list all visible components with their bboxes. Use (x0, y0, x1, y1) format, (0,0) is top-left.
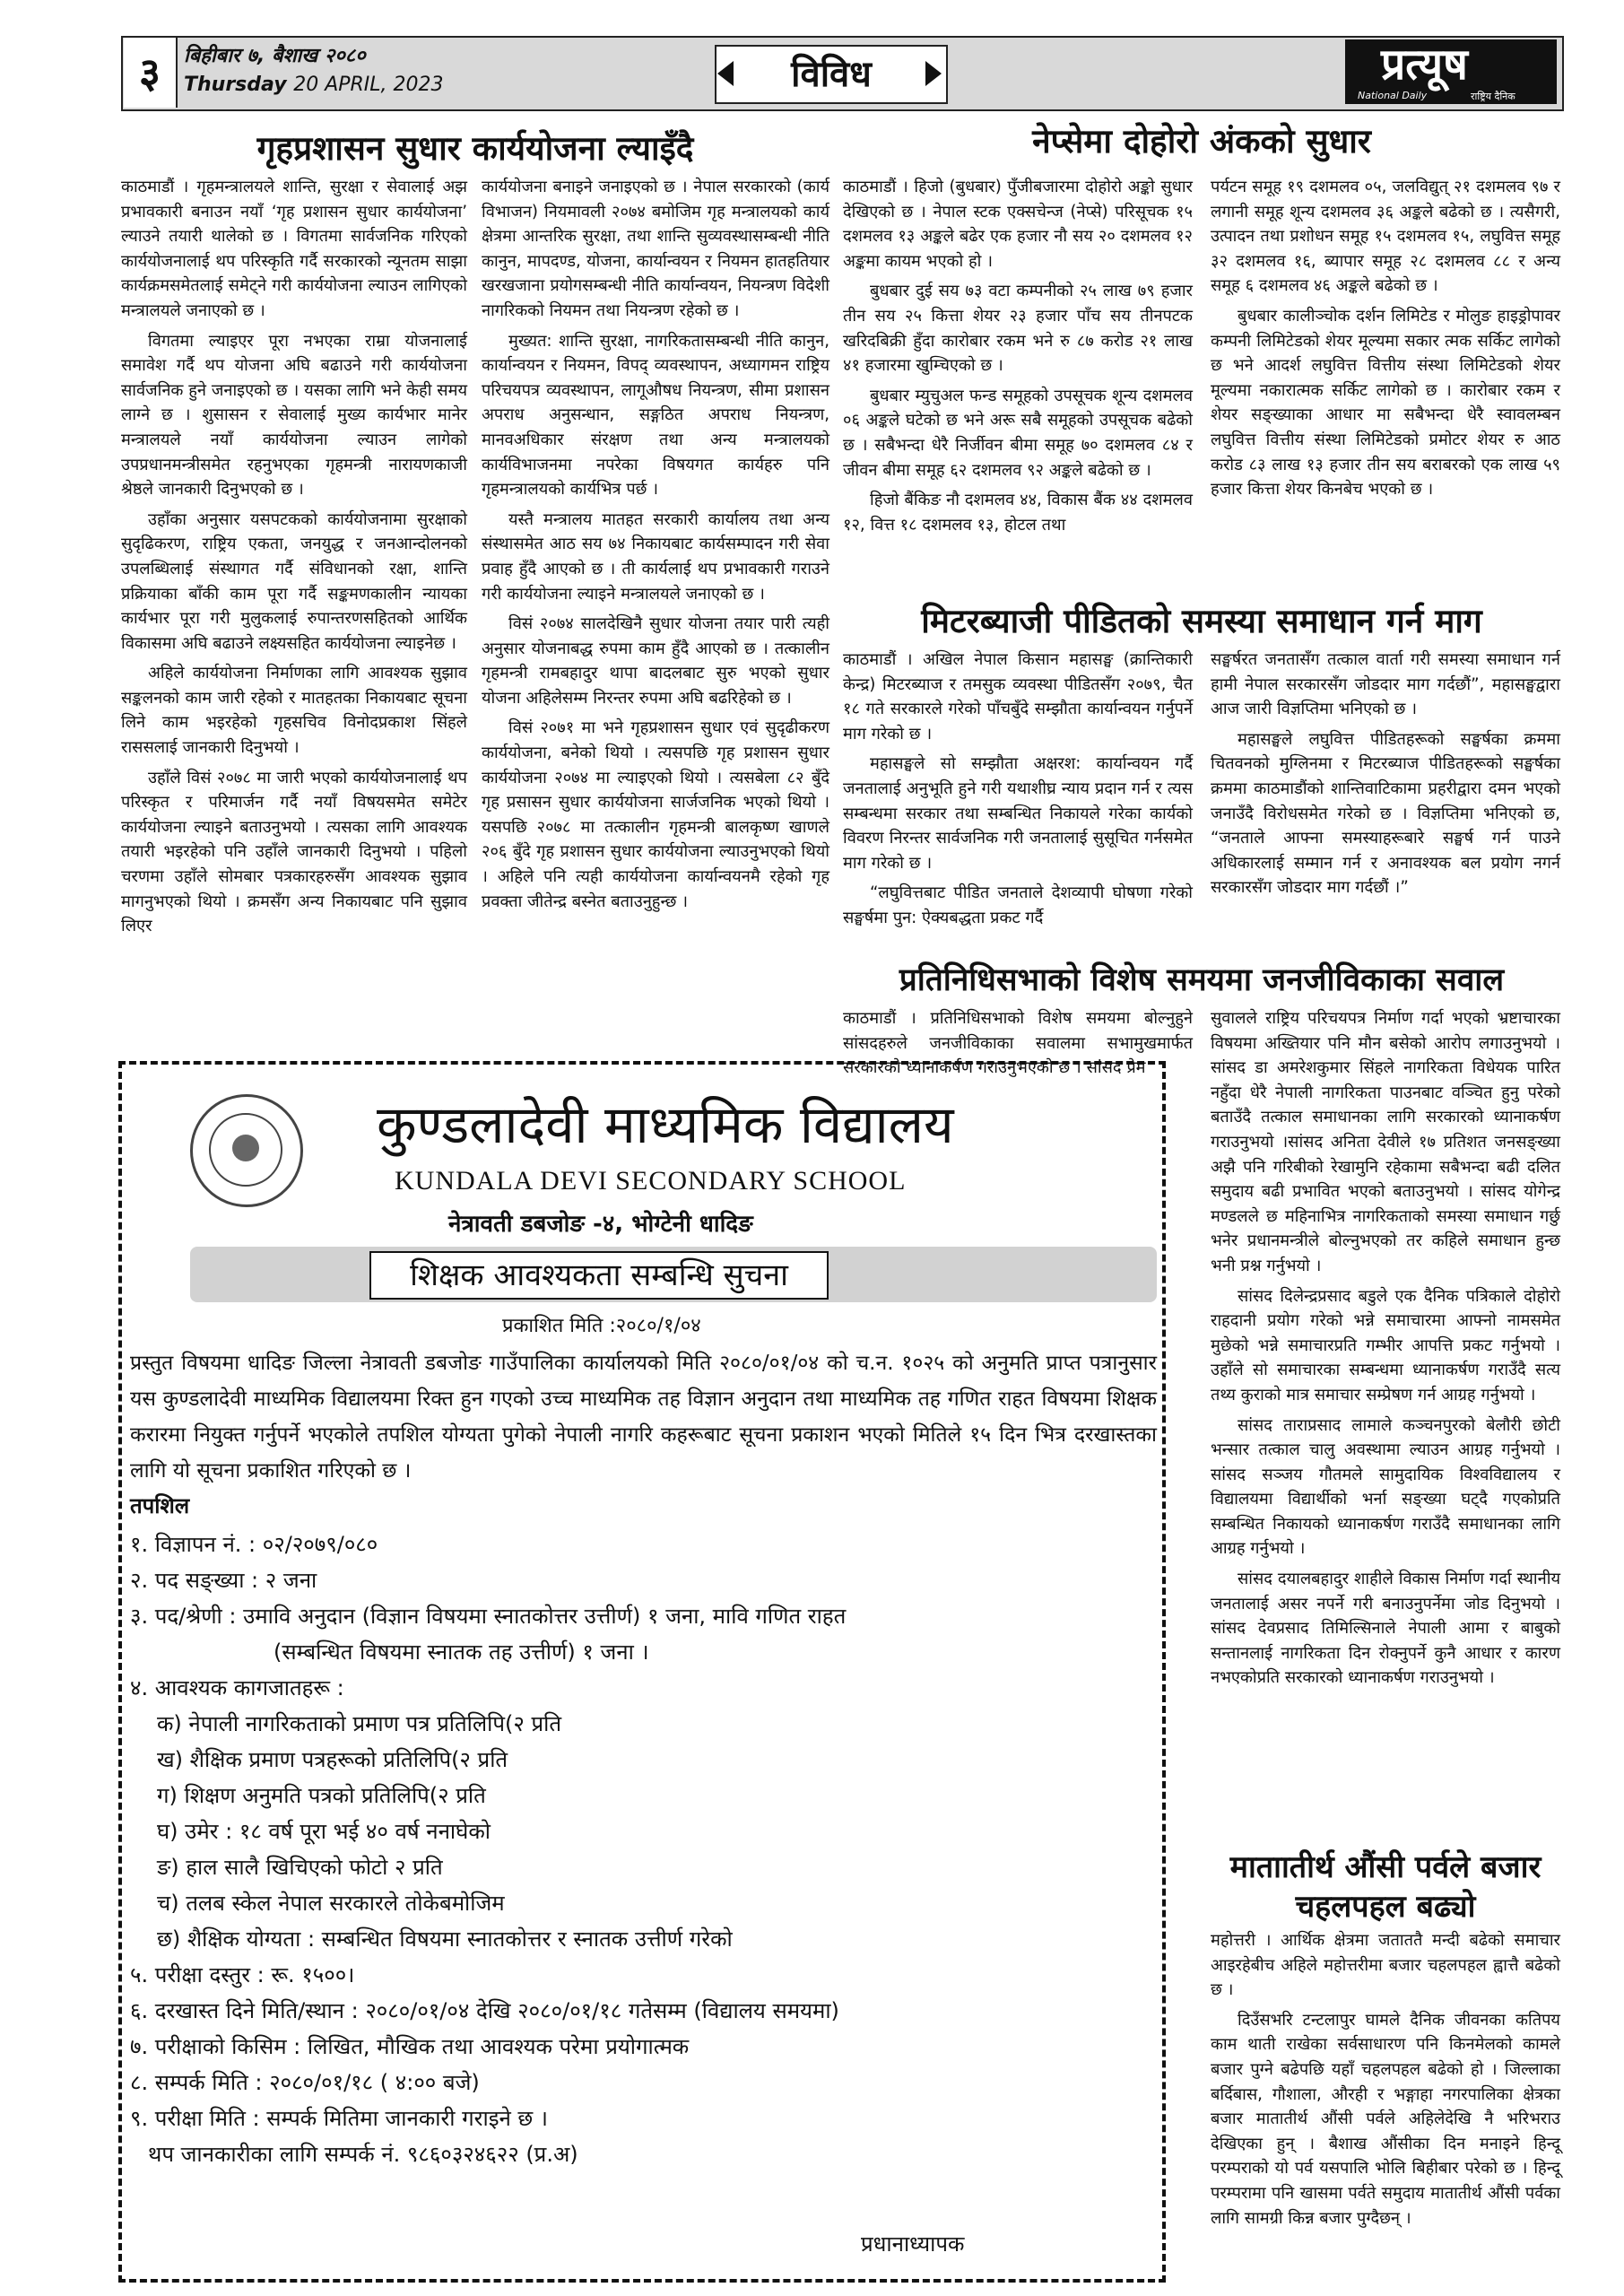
notice-item: २. पद सङ्ख्या : २ जना (130, 1568, 317, 1593)
notice-item: (सम्बन्धित विषयमा स्नातक तह उत्तीर्ण) १ जना । (274, 1639, 649, 1665)
school-name-english: KUNDALA DEVI SECONDARY SCHOOL (395, 1166, 907, 1196)
date-english: Thursday 20 APRIL, 2023 (184, 74, 444, 96)
notice-intro: प्रस्तुत विषयमा धादिङ जिल्ला नेत्रावती डबजोङ गाउँपालिका कार्यालयको मिति २०८०/०१/०४ को च.न. १०२५ को अनुमति प्राप्त पत्रानुसार यस कुण्डलादेवी माध्यमिक विद्यालयमा रिक्त हुन गएको उच्च माध्यमिक तह विज्ञान अनुदान तथा माध्यमिक तह गणित राहत विषयमा शिक्षक करारमा नियुक्त गर्नुपर्ने भएकोले तपशिल योग्यता पुगेको नेपाली नागरि कहरूबाट सूचना प्रकाशन भएको मितिले १५ दिन भित्र दरखास्तका लागि यो सूचना प्रकाशित गरिएको छ । (130, 1352, 1157, 1483)
notice-item: थप जानकारीका लागि सम्पर्क नं. ९८६०३२४६२२ (प्र.अ) (148, 2142, 578, 2167)
notice-item: ५. परीक्षा दस्तुर : रू. १५००। (130, 1962, 355, 1987)
notice-item: च) तलब स्केल नेपाल सरकारले तोकेबमोजिम (157, 1891, 505, 1916)
article4-headline: प्रतिनिधिसभाको विशेष समयमा जनजीविकाका सवाल (899, 962, 1505, 998)
article5-body: महोत्तरी । आर्थिक क्षेत्रमा जताततै मन्दी बढेको समाचार आइरहेबीच अहिले महोत्तरीमा बजार चहलपहल ह्वात्तै बढेको छ । दिउँसभरि टन्टलापुर घामले दैनिक जीवनका कतिपय काम थाती राखेका सर्वसाधारण पनि किनमेलको कामले बजार पुग्ने बढेपछि यहाँ चहलपहल बढेको हो । जिल्लाका बर्दिबास, गौशाला, औरही र भङ्गाहा नगरपालिका क्षेत्रका बजार मातातीर्थ औंसी पर्वले अहिलेदेखि नै भरिभराउ देखिएका हुन् । बैशाख औंसीका दिन मनाइने हिन्दू परम्पराको यो पर्व यसपालि भोलि बिहीबार परेको छ । हिन्दू परम्परामा पनि खासमा पर्वते समुदाय मातातीर्थ औंसी पर्वका लागि सामग्री किन्न बजार पुग्दैछन् । (1211, 1931, 1560, 2228)
notice-item: ग) शिक्षण अनुमति पत्रको प्रतिलिपि(२ प्रति (157, 1783, 486, 1808)
notice-items (130, 1526, 1152, 2172)
published-date: प्रकाशित मिति :२०८०/१/०४ (502, 1315, 701, 1337)
notice-title: शिक्षक आवश्यकता सम्बन्धि सुचना (369, 1251, 829, 1300)
article2-col1: काठमाडौं । हिजो (बुधबार) पुँजीबजारमा दोहोरो अङ्को सुधार देखिएको छ । नेपाल स्टक एक्सचेन्ज (नेप्से) परिसूचक १५ दशमलव १३ अङ्कले बढेर एक हजार नौ सय २० दशमलव १२ अङ्कमा कायम भएको हो । बुधबार दुई सय ७३ वटा कम्पनीको २५ लाख ७९ हजार तीन सय २५ कित्ता शेयर २३ हजार पाँच सय तीनपटक खरिदबिक्री हुँदा कारोबार रकम भने रु ८७ करोड २१ लाख ४१ हजारमा खुम्चिएको छ । बुधबार म्युचुअल फन्ड समूहको उपसूचक शून्य दशमलव ०६ अङ्कले घटेको छ भने अरू सबै समूहको उपसूचक बढेको छ । सबैभन्दा धेरै निर्जीवन बीमा समूह ७० दशमलव ८४ र जीवन बीमा समूह ६२ दशमलव ९२ अङ्कले बढेको छ । हिजो बैंकिङ नौ दशमलव ४४, विकास बैंक ४४ दशमलव १२, वित्त १८ दशमलव १३, होटल तथा (843, 178, 1193, 535)
date-nepali: बिहीबार ७, बैशाख २०८० (184, 45, 366, 67)
article2-col2: पर्यटन समूह १९ दशमलव ०५, जलविद्युत् २१ दशमलव ९७ र लगानी समूह शून्य दशमलव ३६ अङ्कले बढेको छ । त्यसैगरी, उत्पादन तथा प्रशोधन समूह १५ दशमलव १५, लघुवित्त समूह ३२ दशमलव १६, ब्यापार समूह २८ दशमलव ८८ र अन्य समूह ६ दशमलव ४६ अङ्कले बढेको छ । बुधबार कालीञ्चोक दर्शन लिमिटेड र मोलुङ हाइड्रोपावर कम्पनी लिमिटेडको शेयर मूल्यमा सकार त्मक सर्किट लागेको छ भने आदर्श लघुवित्त वित्तीय संस्था लिमिटेडको शेयर मूल्यमा नकारात्मक सर्किट लागेको छ । कारोबार रकम र शेयर सङ्ख्याका आधार मा सबैभन्दा धेरै स्वावलम्बन लघुवित्त वित्तीय संस्था लिमिटेडको प्रमोटर शेयर रु आठ करोड ८३ लाख १३ हजार तीन सय बराबरको एक लाख ५९ हजार कित्ता शेयर किनबेच भएको छ । (1211, 178, 1560, 500)
article1-col2: कार्ययोजना बनाइने जनाइएको छ । नेपाल सरकारको (कार्य विभाजन) नियमावली २०७४ बमोजिम गृह मन्त्रालयको कार्य क्षेत्रमा आन्तरिक सुरक्षा, तथा शान्ति सुव्यवस्थासम्बन्धी नीति कानुन, मापदण्ड, योजना, कार्यान्वयन र नियमन हातहतियार खरखजाना प्रयोगसम्बन्धी नीति कार्यान्वयन, नियन्त्रण विदेशी नागरिकको नियमन तथा नियन्त्रण रहेको छ । मुख्यत: शान्ति सुरक्षा, नागरिकतासम्बन्धी नीति कानुन, कार्यान्वयन र नियमन, विपद् व्यवस्थापन, अध्यागमन राष्ट्रिय परिचयपत्र व्यवस्थापन, लागूऔषध नियन्त्रण, सीमा प्रशासन अपराध अनुसन्धान, सङ्गठित अपराध नियन्त्रण, मानवअधिकार संरक्षण तथा अन्य मन्त्रालयको कार्यविभाजनमा नपरेका विषयगत कार्यहरु पनि गृहमन्त्रालयको कार्यभित्र पर्छ । यस्तै मन्त्रालय मातहत सरकारी कार्यालय तथा अन्य संस्थासमेत आठ सय ७४ निकायबाट कार्यसम्पादन गरी सेवा प्रवाह हुँदै आएको छ । ती कार्यलाई थप प्रभावकारी गराउने गरी कार्ययोजना ल्याइने मन्त्रालयले जनाएको छ । विसं २०७४ सालदेखिनै सुधार योजना तयार पारी त्यही अनुसार योजनाबद्ध रुपमा काम हुँदै आएको छ । तत्कालीन गृहमन्त्री रामबहादुर थापा बादलबाट सुरु भएको सुधार योजना अहिलेसम्म निरन्तर रुपमा अघि बढरिहेको छ । विसं २०७१ मा भने गृहप्रशासन सुधार एवं सुदृढीकरण कार्ययोजना, बनेको थियो । त्यसपछि गृह प्रशासन सुधार कार्ययोजना २०७४ मा ल्याइएको थियो । त्यसबेला ८२ बुँदे गृह प्रसासन सुधार कार्ययोजना सार्जजनिक भएको थियो । यसपछि २०७८ मा तत्कालीन गृहमन्त्री बालकृष्ण खाणले २०६ बुँदे गृह प्रशासन सुधार कार्ययोजना ल्याउनुभएको थियो । अहिले पनि त्यही कार्ययोजना कार्यान्वयनमै रहेको गृह प्रवक्ता जीतेन्द्र बस्नेत बताउनुहुन्छ । (482, 178, 829, 911)
notice-item: ७. परीक्षाको किसिम : लिखित, मौखिक तथा आवश्यक परेमा प्रयोगात्मक (130, 2034, 690, 2059)
notice-item: घ) उमेर : १८ वर्ष पूरा भई ४० वर्ष ननाघेको (157, 1819, 491, 1844)
school-seal-logo (190, 1094, 303, 1207)
article3-headline: मिटरब्याजी पीडितको समस्या समाधान गर्न माग (921, 602, 1482, 640)
article5-headline: माताातीर्थ औंसी पर्वले बजार चहलपहल बढ्यो (1229, 1849, 1541, 1925)
article3-col2: सङ्घर्षरत जनतासँग तत्काल वार्ता गरी समस्या समाधान गर्न हामी नेपाल सरकारसँग जोडदार माग गर्दछौं”, महासङ्घद्वारा आज जारी विज्ञप्तिमा भनिएको छ । महासङ्घले लघुवित्त पीडितहरूको सङ्घर्षका क्रममा चितवनको मुग्लिनमा र मिटरब्याज पीडितहरूको सङ्घर्षका क्रममा काठमाडौंको शान्तिवाटिकामा प्रहरीद्वारा दमन भएको जनाउँदै विरोधसमेत गरेको छ । विज्ञप्तिमा भनिएको छ, “जनताले आफ्ना समस्याहरूबारे सङ्घर्ष गर्न पाउने अधिकारलाई सम्मान गर्न र अनावश्यक बल प्रयोग नगर्न सरकारसँग जोडदार माग गर्दछौं ।” (1211, 650, 1560, 898)
notice-item: ८. सम्पर्क मिति : २०८०/०१/१८ ( ४:०० बजे) (130, 2070, 480, 2095)
notice-item: छ) शैक्षिक योग्यता : सम्बन्धित विषयमा स्नातकोत्तर र स्नातक उत्तीर्ण गरेको (157, 1926, 733, 1952)
article1-headline: गृहप्रशासन सुधार कार्ययोजना ल्याइँदै (256, 129, 694, 168)
section-title: विविध (715, 45, 948, 104)
article4-col2: सुवालले राष्ट्रिय परिचयपत्र निर्माण गर्दा भएको भ्रष्टाचारका विषयमा अख्तियार पनि मौन बसेको आरोप लगाउनुभयो । सांसद डा अमरेशकुमार सिंहले नागरिकता विधेयक पारित नहुँदा धेरै नेपाली नागरिकता पाउनबाट वञ्चित हुनु परेको बताउँदै तत्काल समाधानका लागि सरकारको ध्यानाकर्षण गराउनुभयो ।सांसद अनिता देवीले १७ प्रतिशत जनसङ्ख्या अझै पनि गरिबीको रेखामुनि रहेकामा सबैभन्दा बढी दलित समुदाय बढी प्रभावित भएको बताउनुभयो । सांसद योगेन्द्र मण्डलले छ महिनाभित्र नागरिकताको समस्या समाधान गर्छु भनेर प्रधानमन्त्रीले बोल्नुभएको तर कहिले समाधान हुन्छ भनी प्रश्न गर्नुभयो । सांसद दिलेन्द्रप्रसाद बडुले एक दैनिक पत्रिकाले दोहोरो राहदानी प्रयोग गरेको भन्ने समाचारमा आफ्नो नामसमेत मुछेको भन्ने समाचारप्रति गम्भीर आपत्ति प्रकट गर्नुभयो । उहाँले सो समाचारका सम्बन्धमा ध्यानाकर्षण गराउँदै सत्य तथ्य कुराको मात्र समाचार सम्प्रेषण गर्न आग्रह गर्नुभयो । सांसद ताराप्रसाद लामाले कञ्चनपुरको बेलौरी छोटी भन्सार तत्काल चालु अवस्थामा ल्याउन आग्रह गर्नुभयो । सांसद सञ्जय गौतमले सामुदायिक विश्वविद्यालय र विद्यालयमा विद्यार्थीको भर्ना सङ्ख्या घट्दै गएकोप्रति सम्बन्धित निकायको ध्यानाकर्षण गराउँदै समाधानका लागि आग्रह गर्नुभयो । सांसद दयालबहादुर शाहीले विकास निर्माण गर्दा स्थानीय जनतालाई असर नपर्ने गरी बनाउनुपर्नेमा जोड दिनुभयो । सांसद देवप्रसाद तिमिल्सिनाले नेपाली आमा र बाबुको सन्तानलाई नागरिकता दिन रोक्नुपर्ने कुनै आधार र कारण नभएकोप्रति सरकारको ध्यानाकर्षण गराउनुभयो । (1211, 1009, 1560, 1688)
article2-headline: नेप्सेमा दोहोरो अंकको सुधार (1032, 122, 1371, 161)
notice-item: ३. पद/श्रेणी : उमावि अनुदान (विज्ञान विषयमा स्नातकोत्तर उत्तीर्ण) १ जना, मावि गणित राहत (130, 1604, 847, 1629)
notice-item: ङ) हाल सालै खिचिएको फोटो २ प्रति (157, 1855, 443, 1880)
school-address: नेत्रावती डबजोङ -४, भोग्टेनी धादिङ (448, 1211, 753, 1238)
notice-item: ४. आवश्यक कागजातहरू : (130, 1675, 344, 1700)
notice-item: ६. दरखास्त दिने मिति/स्थान : २०८०/०१/०४ देखि २०८०/०१/१८ गतेसम्म (विद्यालय समयमा) (130, 1998, 839, 2023)
article1-col1: काठमाडौं । गृहमन्त्रालयले शान्ति, सुरक्षा र सेवालाई अझ प्रभावकारी बनाउन नयाँ ‘गृह प्रशासन सुधार कार्ययोजना’ ल्याउने तयारी थालेको छ । विगतमा सार्वजनिक गरिएको कार्ययोजनालाई थप परिस्कृति गर्दै सरकारको न्यूनतम साझा कार्यक्रमसमेतलाई समेट्ने गरी कार्ययोजना ल्याउन लागिएको मन्त्रालयले जनाएको छ । विगतमा ल्याइएर पूरा नभएका राम्रा योजनालाई समावेश गर्दै थप योजना अघि बढाउने गरी कार्ययोजना सार्वजनिक हुने जनाइएको छ । यसका लागि भने केही समय लाग्ने छ । शुसासन र सेवालाई मुख्य कार्यभार मानेर मन्त्रालयले नयाँ कार्ययोजना ल्याउन लागेको उपप्रधानमन्त्रीसमेत रहनुभएका गृहमन्त्री नारायणकाजी श्रेष्ठले जानकारी दिनुभएको छ । उहाँका अनुसार यसपटकको कार्ययोजनामा सुरक्षाको सुदृढिकरण, राष्ट्रिय एकता, जनयुद्ध र जनआन्दोलनको उपलब्धिलाई संस्थागत गर्दै संविधानको रक्षा, शान्ति प्रक्रियाका बाँकी काम पूरा गर्दै सङ्कमणकालीन न्यायका कार्यभार पूरा गरी मुलुकलाई रुपान्तरणसहितको आर्थिक विकासमा अघि बढाउने लक्ष्यसहित कार्ययोजना ल्याइनेछ । अहिले कार्ययोजना निर्माणका लागि आवश्यक सुझाव सङ्कलनको काम जारी रहेको र मातहतका निकायबाट सूचना लिने काम भइरहेको गृहसचिव विनोदप्रकाश सिंहले राससलाई जानकारी दिनुभयो । उहाँले विसं २०७८ मा जारी भएको कार्ययोजनालाई थप परिस्कृत र परिमार्जन गर्दै नयाँ विषयसमेत समेटेर कार्ययोजना ल्याइने बताउनुभयो । त्यसका लागि आवश्यक तयारी भइरहेको पनि उहाँले जानकारी दिनुभयो । पहिलो चरणमा उहाँले सोमबार पत्रकारहरुसँग आवश्यक सुझाव मागनुभएको थियो । क्रमसँग अन्य निकायबाट पनि सुझाव लिएर (121, 178, 467, 936)
page-number: ३ (124, 38, 178, 108)
notice-tapshil: तपशिल (130, 1493, 190, 1518)
notice-item: क) नेपाली नागरिकताको प्रमाण पत्र प्रतिलिपि(२ प्रति (157, 1711, 562, 1736)
notice-item: ९. परीक्षा मिति : सम्पर्क मितिमा जानकारी गराइने छ । (130, 2106, 548, 2131)
notice-item: १. विज्ञापन नं. : ०२/२०७९/०८० (130, 1532, 378, 1557)
newspaper-logo: प्रत्यूष National Daily राष्ट्रिय दैनिक (1345, 39, 1557, 104)
notice-item: ख) शैक्षिक प्रमाण पत्रहरूको प्रतिलिपि(२ प्रति (157, 1747, 508, 1772)
arrow-left-icon (717, 61, 734, 86)
principal-signature: प्रधानाध्यापक (861, 2231, 965, 2257)
article4-col1: काठमाडौं । प्रतिनिधिसभाको विशेष समयमा बोल्नुहुने सांसदहरुले जनजीविकाका सवालमा सभामुखमार्फत सरकारको ध्यानाकर्षण गराउनुभएको छ । सांसद प्रेम (843, 1009, 1193, 1078)
school-name-nepali: कुण्डलादेवी माध्यमिक विद्यालय (377, 1094, 954, 1155)
article3-col1: काठमाडौं । अखिल नेपाल किसान महासङ्घ (क्रान्तिकारी केन्द्र) मिटरब्याज र तमसुक व्यवस्था पीडितसँग २०७९, चैत १८ गते सरकारले गरेको पाँचबुँदे सम्झौता कार्यान्वयन गर्नुपर्ने माग गरेको छ । महासङ्घले सो सम्झौता अक्षरश: कार्यान्वयन गर्दै जनतालाई अनुभूति हुने गरी यथाशीघ्र न्याय प्रदान गर्न र त्यस सम्बन्धमा सरकार तथा सम्बन्धित निकायले गरेका कार्यको विवरण निरन्तर सार्वजनिक गरी जनतालाई सुसूचित गर्नसमेत माग गरेको छ । “लघुवित्तबाट पीडित जनताले देशव्यापी घोषणा गरेको सङ्घर्षमा पुन: ऐक्यबद्धता प्रकट गर्दै (843, 650, 1193, 927)
arrow-right-icon (925, 61, 942, 86)
